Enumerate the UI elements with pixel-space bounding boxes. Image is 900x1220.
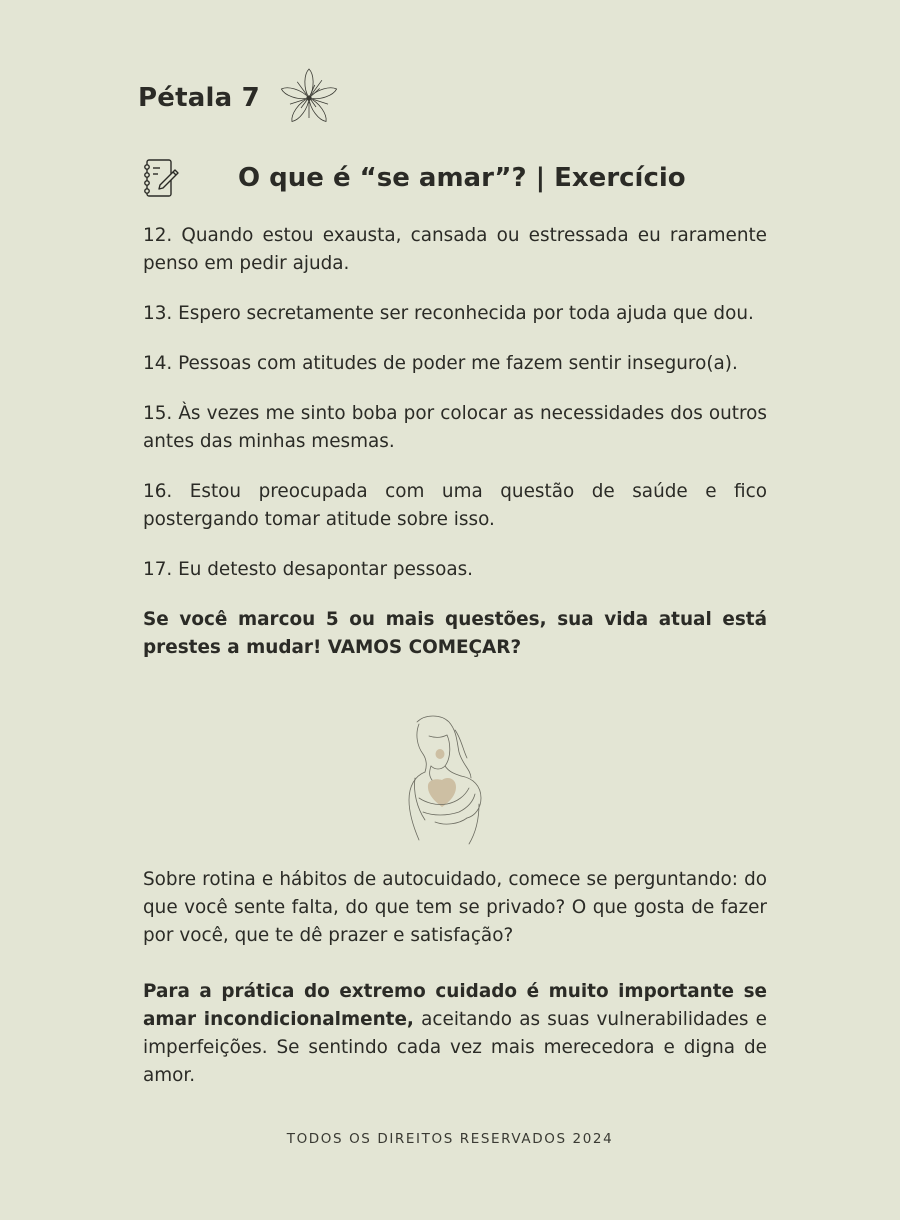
question-item: 15. Às vezes me sinto boba por colocar as necessidades dos outros antes das minhas mesmas. [143,403,767,452]
question-item: 16. Estou preocupada com uma questão de saúde e fico postergando tomar atitude sobre isso. [143,481,767,530]
bottom-text [143,866,767,1118]
section-title: O que é “se amar”? | Exercício [238,163,686,193]
page-header [138,66,340,130]
practice-regular-text: aceitando as suas vulnerabilidades e imperfeições. Se sentindo cada vez mais merecedora e digna de amor. [143,1009,767,1086]
notebook-pencil-icon [142,157,180,199]
question-item: 13. Espero secretamente ser reconhecida por toda ajuda que dou. [143,303,754,324]
self-hug-illustration [395,712,505,852]
questions-list [143,222,767,684]
question-item: 17. Eu detesto desapontar pessoas. [143,559,474,580]
selfcare-paragraph: Sobre rotina e hábitos de autocuidado, comece se perguntando: do que você sente falta, do que tem se privado? O que gosta de fazer por você, que te dê prazer e satisfação? [143,869,767,946]
practice-bold-text: Para a prática do extremo cuidado é muito importante se amar incondicionalmente, [143,981,767,1030]
conclusion-text: Se você marcou 5 ou mais questões, sua vida atual está prestes a mudar! VAMOS COMEÇAR? [143,609,767,658]
question-item: 14. Pessoas com atitudes de poder me fazem sentir inseguro(a). [143,353,738,374]
section-title-row [142,156,772,200]
petal-title: Pétala 7 [138,83,260,113]
practice-paragraph [143,978,767,1090]
footer-copyright: TODOS OS DIREITOS RESERVADOS 2024 [286,1131,614,1147]
flower-icon [278,67,340,129]
question-item: 12. Quando estou exausta, cansada ou estressada eu raramente penso em pedir ajuda. [143,225,767,274]
